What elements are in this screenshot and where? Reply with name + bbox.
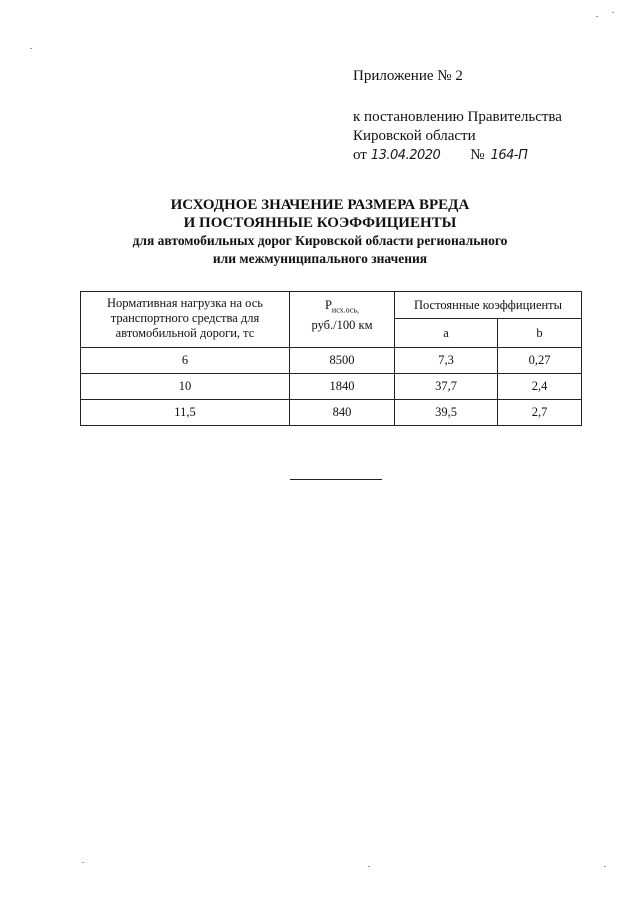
scan-speck [82,862,84,863]
cell-a: 7,3 [395,348,498,374]
cell-a: 39,5 [395,400,498,426]
number-prefix: № [470,147,485,163]
title-line-3: для автомобильных дорог Кировской области регионального [132,233,508,248]
resolution-line-2: Кировской области [353,128,476,144]
cell-load: 11,5 [81,400,290,426]
cell-a: 37,7 [395,374,498,400]
title-line-1: ИСХОДНОЕ ЗНАЧЕНИЕ РАЗМЕРА ВРЕДА [170,197,470,213]
scan-speck [604,866,606,867]
scan-speck [368,866,370,867]
resolution-date-number [353,146,562,165]
cell-b: 2,4 [498,374,582,400]
resolution-line-1: к постановлению Правительства [353,109,562,125]
end-separator-line [290,479,382,480]
cell-p: 1840 [290,374,395,400]
title-line-2: И ПОСТОЯННЫЕ КОЭФФИЦИЕНТЫ [183,215,457,231]
cell-p: 840 [290,400,395,426]
title-line-4: или межмуниципального значения [212,251,428,266]
cell-load: 6 [81,348,290,374]
header-p-symbol: P [324,298,332,312]
table-row [81,374,582,400]
document-title [0,196,640,268]
coefficients-table [80,291,582,426]
header-constant-coefficients: Постоянные коэффициенты [395,292,582,319]
header-coef-a: a [395,319,498,348]
date-prefix: от [353,147,367,163]
cell-load: 10 [81,374,290,400]
scan-speck [30,48,32,49]
header-p-unit: руб./100 км [311,317,373,332]
number-handwritten: 164-П [490,148,528,163]
cell-b: 2,7 [498,400,582,426]
cell-p: 8500 [290,348,395,374]
scan-speck [612,12,614,13]
resolution-reference [353,108,562,165]
scan-speck [596,16,598,17]
header-axle-load: Нормативная нагрузка на ось транспортного средства для автомобильной дороги, тс [81,292,290,348]
appendix-label: Приложение № 2 [353,68,463,84]
header-coef-b: b [498,319,582,348]
table-row [81,348,582,374]
header-p-subscript: исх.ось, [331,305,360,315]
header-base-damage [290,292,395,348]
table-row [81,400,582,426]
cell-b: 0,27 [498,348,582,374]
date-handwritten: 13.04.2020 [370,148,441,163]
